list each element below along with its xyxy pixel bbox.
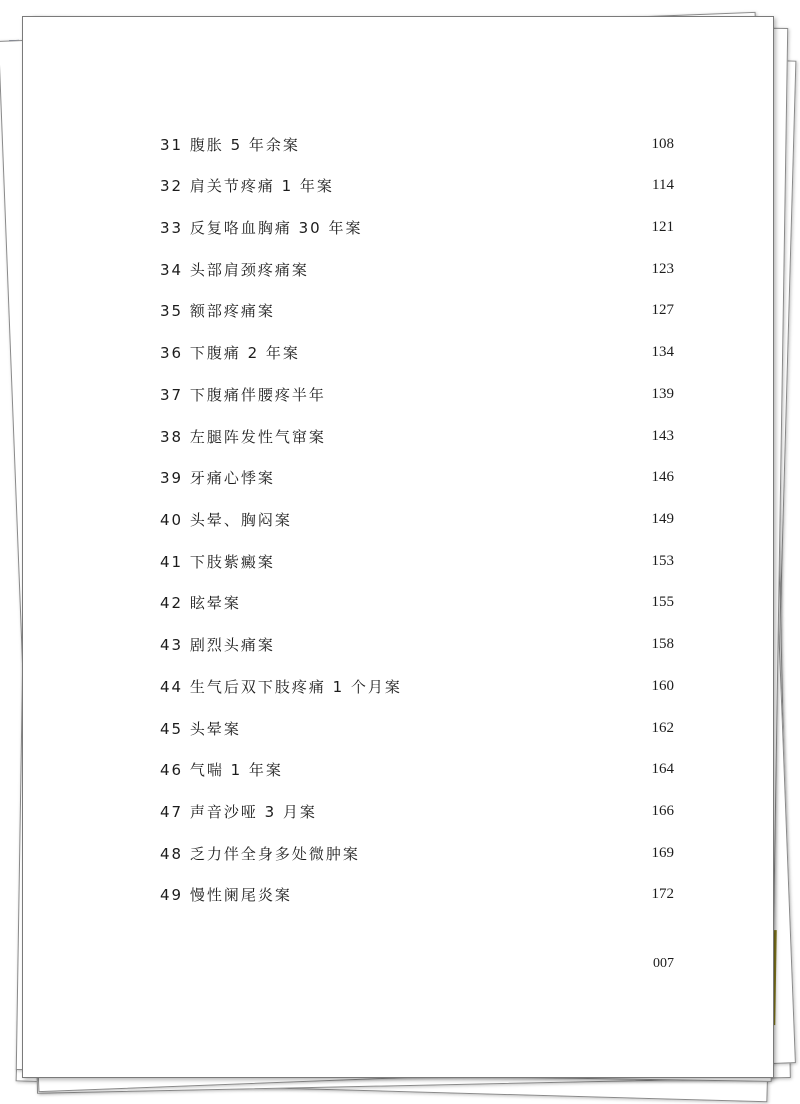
toc-entry-title: 48 乏力伴全身多处微肿案 [160,844,360,863]
toc-entry-page: 121 [651,218,674,235]
toc-entry[interactable] [160,172,674,200]
toc-entry-title: 37 下腹痛伴腰疼半年 [160,385,326,404]
toc-entry[interactable] [160,297,674,325]
toc-entry[interactable] [160,505,674,533]
toc-entry-title: 46 气喘 1 年案 [160,761,283,780]
toc-entry-page: 114 [652,177,674,194]
toc-entry-title: 45 头晕案 [160,719,241,738]
toc-entry-page: 153 [651,552,674,569]
toc-entry-title: 40 头晕、胸闷案 [160,510,292,529]
toc-entry[interactable] [160,589,674,617]
toc-entry[interactable] [160,255,674,283]
toc-entry-page: 139 [651,385,674,402]
toc-entry-title: 44 生气后双下肢疼痛 1 个月案 [160,677,402,696]
page-number: 007 [653,956,674,971]
toc-entry-title: 31 腹胀 5 年余案 [160,135,300,154]
toc-entry[interactable] [160,380,674,408]
toc-entry-title: 49 慢性阑尾炎案 [160,886,292,905]
toc-entry-page: 166 [651,803,674,820]
toc-entry-title: 47 声音沙哑 3 月案 [160,803,317,822]
toc-entry-title: 42 眩晕案 [160,594,241,613]
toc-entry-page: 172 [651,886,674,903]
toc-entry-title: 34 头部肩颈疼痛案 [160,260,309,279]
toc-entry-title: 39 牙痛心悸案 [160,469,275,488]
toc-entry[interactable] [160,339,674,367]
toc-entry[interactable] [160,798,674,826]
toc-entry-title: 33 反复咯血胸痛 30 年案 [160,218,363,237]
toc-entry-page: 162 [651,719,674,736]
toc-entry-page: 169 [651,844,674,861]
table-of-contents [23,17,773,1077]
toc-entry-page: 108 [651,135,674,152]
toc-entry[interactable] [160,839,674,867]
toc-page [22,16,774,1078]
toc-entry-title: 36 下腹痛 2 年案 [160,344,300,363]
toc-entry-page: 149 [651,510,674,527]
toc-entry-page: 160 [651,677,674,694]
toc-entry-title: 32 肩关节疼痛 1 年案 [160,177,334,196]
toc-entry[interactable] [160,756,674,784]
toc-entry-page: 158 [651,636,674,653]
toc-entry-title: 41 下肢紫癜案 [160,552,275,571]
toc-entry[interactable] [160,714,674,742]
toc-entry[interactable] [160,631,674,659]
toc-entry-title: 35 额部疼痛案 [160,302,275,321]
toc-entry[interactable] [160,547,674,575]
toc-entry-page: 155 [651,594,674,611]
toc-entry-page: 143 [651,427,674,444]
toc-entry-page: 127 [651,302,674,319]
toc-entry[interactable] [160,464,674,492]
toc-entry[interactable] [160,672,674,700]
toc-entry[interactable] [160,422,674,450]
toc-entry[interactable] [160,213,674,241]
toc-entry[interactable] [160,881,674,909]
toc-entry-page: 164 [651,761,674,778]
toc-entry-page: 123 [651,260,674,277]
toc-entry-page: 146 [651,469,674,486]
toc-entry-page: 134 [651,344,674,361]
toc-entry-title: 38 左腿阵发性气窜案 [160,427,326,446]
toc-entry-title: 43 剧烈头痛案 [160,636,275,655]
toc-entry[interactable] [160,130,674,158]
